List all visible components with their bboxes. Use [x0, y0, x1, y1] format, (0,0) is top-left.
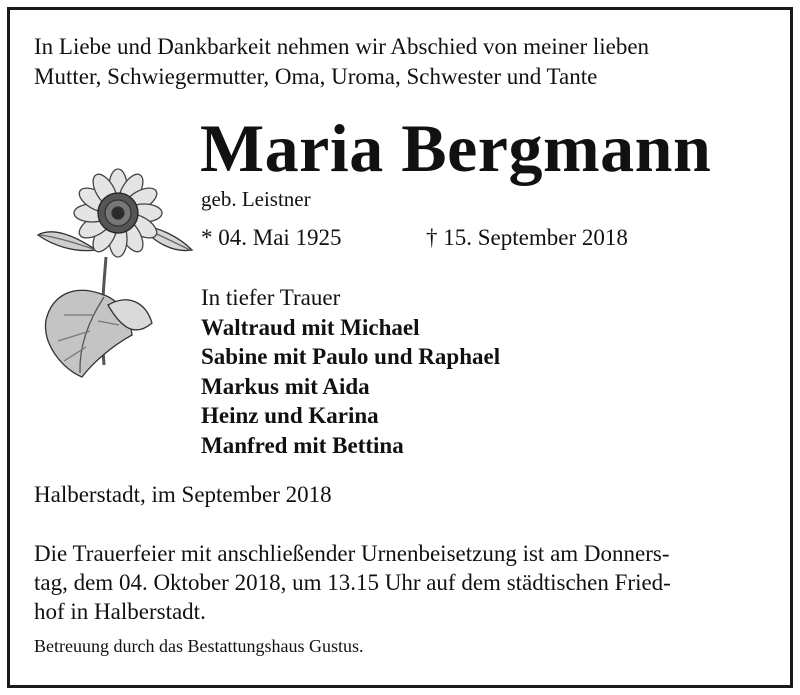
- mourner-name: Markus mit Aida: [201, 373, 370, 399]
- place-and-date: Halberstadt, im September 2018: [34, 482, 332, 507]
- ceremony-line: tag, dem 04. Oktober 2018, um 13.15 Uhr auf dem städtischen Fried-: [34, 570, 671, 595]
- funeral-home-note: Betreuung durch das Bestattungshaus Gustus.: [34, 636, 364, 656]
- mourner-name: Heinz und Karina: [201, 403, 379, 428]
- mourner-name: Waltraud mit Michael: [201, 314, 420, 340]
- mourners-section: [201, 283, 500, 460]
- intro-text: [34, 32, 774, 92]
- mourner-name: Sabine mit Paulo und Raphael: [201, 344, 501, 369]
- ceremony-line: Die Trauerfeier mit anschließender Urnenbeisetzung ist am Donners-: [34, 541, 670, 566]
- birth-date: * 04. Mai 1925: [201, 225, 342, 250]
- deceased-name: Maria Bergmann: [200, 110, 712, 186]
- maiden-name: geb. Leistner: [201, 187, 311, 211]
- ceremony-line: hof in Halberstadt.: [34, 599, 206, 624]
- ceremony-text: [34, 539, 774, 626]
- intro-line: In Liebe und Dankbarkeit nehmen wir Abschied von meiner lieben: [34, 34, 650, 59]
- intro-line: Mutter, Schwiegermutter, Oma, Uroma, Schwester und Tante: [34, 64, 598, 89]
- sunflower-icon: [34, 165, 204, 380]
- life-dates: [201, 224, 628, 252]
- mourner-name: Manfred mit Bettina: [201, 432, 404, 458]
- death-date: † 15. September 2018: [426, 225, 628, 250]
- mourning-heading: In tiefer Trauer: [201, 285, 341, 310]
